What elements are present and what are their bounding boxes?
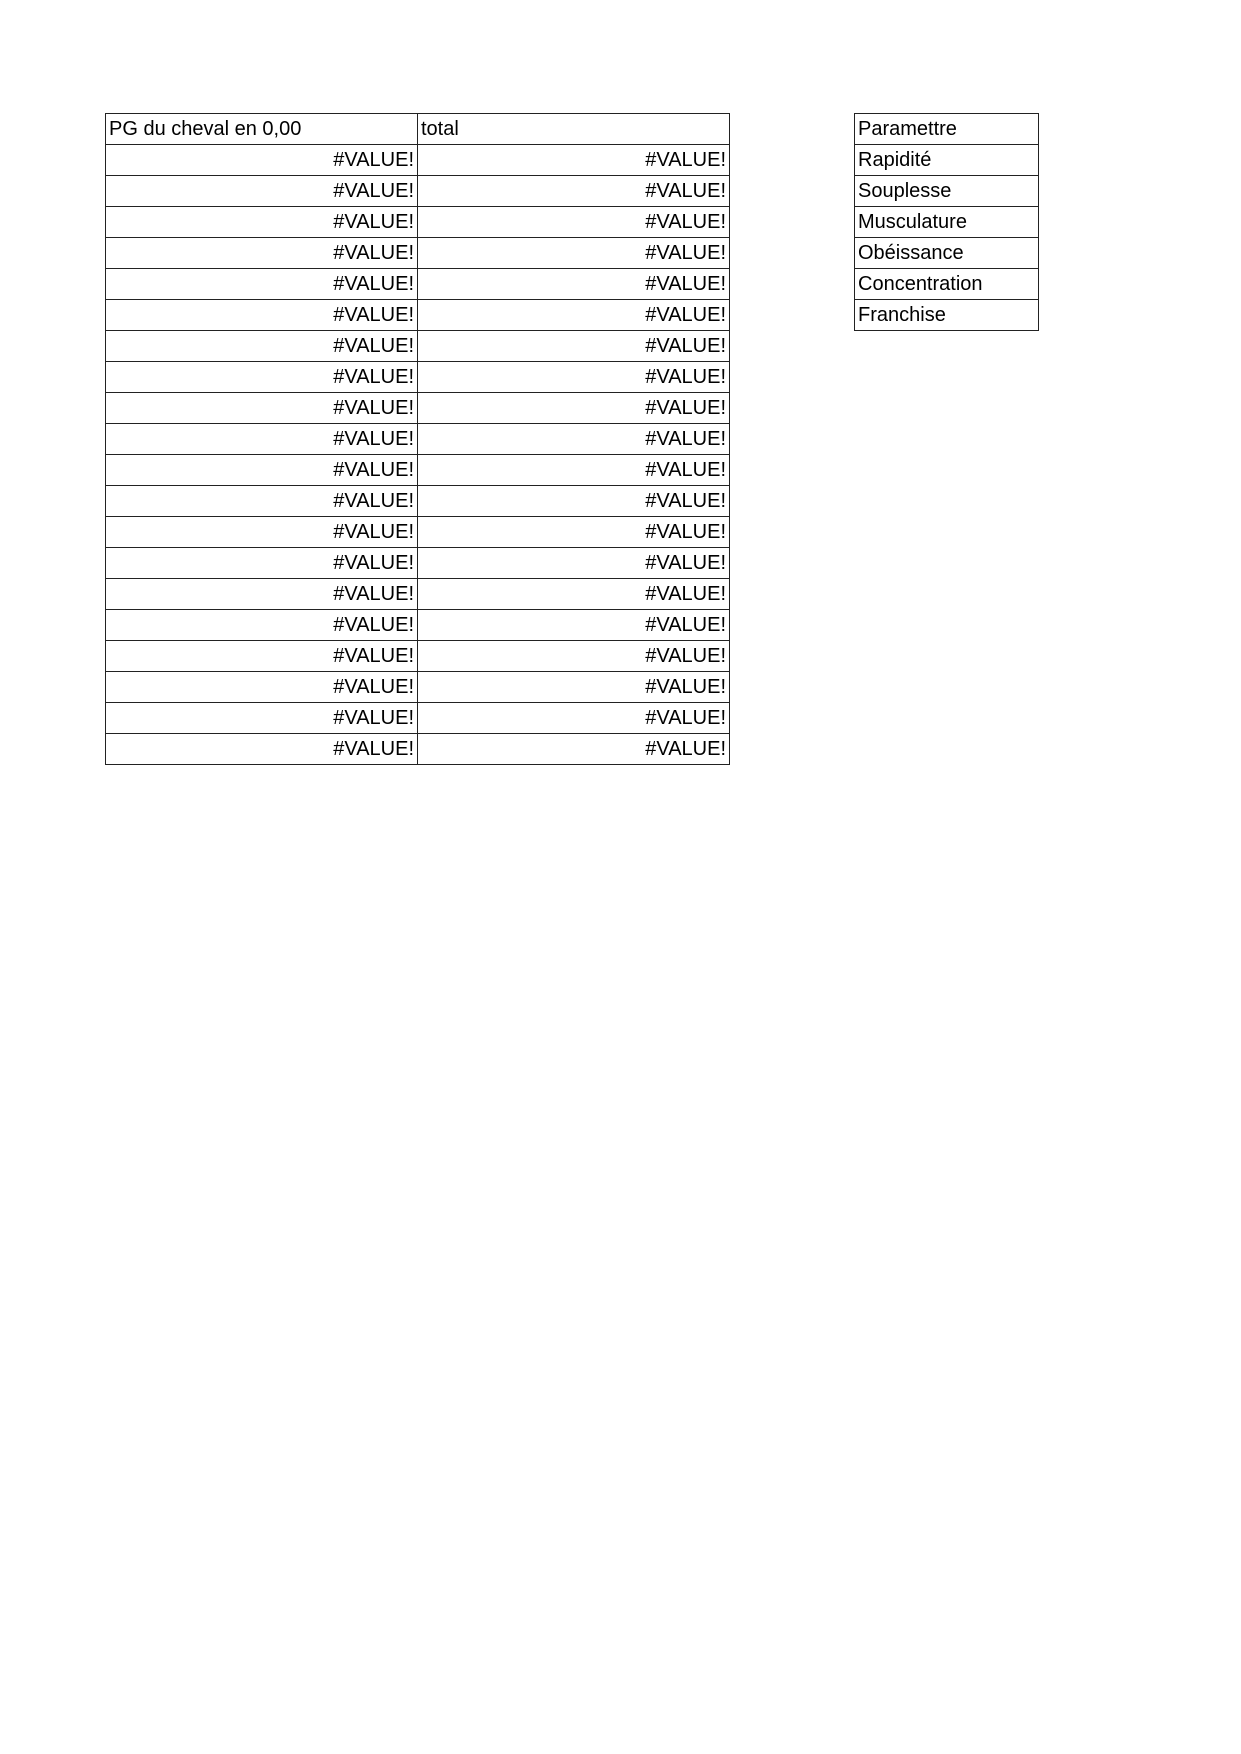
- total-cell[interactable]: #VALUE!: [418, 331, 730, 362]
- pg-cell[interactable]: #VALUE!: [106, 703, 418, 734]
- table-row: [106, 641, 730, 672]
- total-cell[interactable]: #VALUE!: [418, 362, 730, 393]
- parameter-cell[interactable]: Souplesse: [855, 176, 1039, 207]
- table-row: [106, 517, 730, 548]
- pg-cell[interactable]: #VALUE!: [106, 238, 418, 269]
- table-row: [106, 579, 730, 610]
- header-parametre[interactable]: Paramettre: [855, 114, 1039, 145]
- total-cell[interactable]: #VALUE!: [418, 176, 730, 207]
- total-cell[interactable]: #VALUE!: [418, 672, 730, 703]
- pg-cell[interactable]: #VALUE!: [106, 548, 418, 579]
- table-row: [855, 207, 1039, 238]
- total-cell[interactable]: #VALUE!: [418, 517, 730, 548]
- table-row: [106, 734, 730, 765]
- table-row: [855, 269, 1039, 300]
- total-cell[interactable]: #VALUE!: [418, 424, 730, 455]
- table-row: [106, 703, 730, 734]
- total-cell[interactable]: #VALUE!: [418, 579, 730, 610]
- pg-cell[interactable]: #VALUE!: [106, 455, 418, 486]
- total-cell[interactable]: #VALUE!: [418, 145, 730, 176]
- pg-cell[interactable]: #VALUE!: [106, 610, 418, 641]
- parameter-cell[interactable]: Musculature: [855, 207, 1039, 238]
- table-row: [855, 176, 1039, 207]
- parameter-cell[interactable]: Concentration: [855, 269, 1039, 300]
- total-cell[interactable]: #VALUE!: [418, 207, 730, 238]
- pg-cell[interactable]: #VALUE!: [106, 641, 418, 672]
- total-cell[interactable]: #VALUE!: [418, 734, 730, 765]
- pg-cell[interactable]: #VALUE!: [106, 362, 418, 393]
- parameter-cell[interactable]: Rapidité: [855, 145, 1039, 176]
- pg-cell[interactable]: #VALUE!: [106, 424, 418, 455]
- pg-cell[interactable]: #VALUE!: [106, 207, 418, 238]
- pg-cell[interactable]: #VALUE!: [106, 145, 418, 176]
- table-row: [106, 548, 730, 579]
- pg-cell[interactable]: #VALUE!: [106, 579, 418, 610]
- pg-cell[interactable]: #VALUE!: [106, 672, 418, 703]
- table-row: [106, 300, 730, 331]
- pg-cell[interactable]: #VALUE!: [106, 176, 418, 207]
- total-cell[interactable]: #VALUE!: [418, 703, 730, 734]
- header-row: [855, 114, 1039, 145]
- table-row: [106, 362, 730, 393]
- header-total[interactable]: total: [418, 114, 730, 145]
- table-row: [106, 610, 730, 641]
- table-row: [106, 486, 730, 517]
- parameter-cell[interactable]: Obéissance: [855, 238, 1039, 269]
- pg-cell[interactable]: #VALUE!: [106, 486, 418, 517]
- table-row: [106, 145, 730, 176]
- total-cell[interactable]: #VALUE!: [418, 393, 730, 424]
- table-row: [106, 238, 730, 269]
- table-row: [106, 424, 730, 455]
- header-pg[interactable]: PG du cheval en 0,00: [106, 114, 418, 145]
- parameter-table: [854, 113, 1039, 331]
- table-row: [855, 145, 1039, 176]
- table-row: [106, 207, 730, 238]
- pg-cell[interactable]: #VALUE!: [106, 269, 418, 300]
- total-cell[interactable]: #VALUE!: [418, 238, 730, 269]
- total-cell[interactable]: #VALUE!: [418, 548, 730, 579]
- table-row: [106, 455, 730, 486]
- pg-total-table: [105, 113, 730, 765]
- total-cell[interactable]: #VALUE!: [418, 610, 730, 641]
- table-row: [106, 176, 730, 207]
- pg-cell[interactable]: #VALUE!: [106, 393, 418, 424]
- total-cell[interactable]: #VALUE!: [418, 486, 730, 517]
- table-row: [106, 672, 730, 703]
- total-cell[interactable]: #VALUE!: [418, 300, 730, 331]
- pg-cell[interactable]: #VALUE!: [106, 734, 418, 765]
- total-cell[interactable]: #VALUE!: [418, 641, 730, 672]
- pg-cell[interactable]: #VALUE!: [106, 517, 418, 548]
- total-cell[interactable]: #VALUE!: [418, 455, 730, 486]
- pg-cell[interactable]: #VALUE!: [106, 331, 418, 362]
- header-row: [106, 114, 730, 145]
- table-row: [106, 269, 730, 300]
- table-row: [855, 300, 1039, 331]
- table-row: [855, 238, 1039, 269]
- parameter-cell[interactable]: Franchise: [855, 300, 1039, 331]
- table-row: [106, 331, 730, 362]
- total-cell[interactable]: #VALUE!: [418, 269, 730, 300]
- pg-cell[interactable]: #VALUE!: [106, 300, 418, 331]
- table-row: [106, 393, 730, 424]
